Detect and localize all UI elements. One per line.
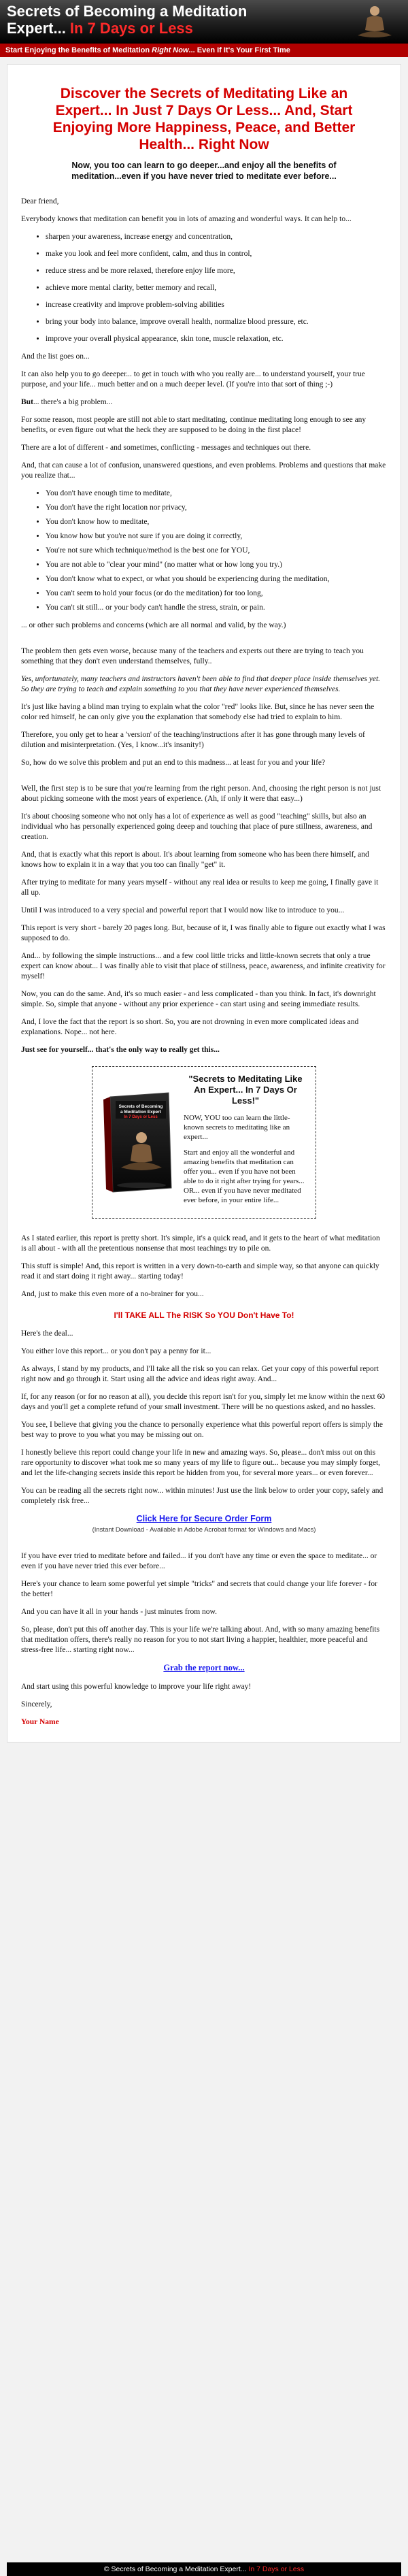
body-paragraph: This report is very short - barely 20 pages long. But, because of it, I was finally able to figure out exactly what I was supposed to do. [21, 924, 386, 942]
body-paragraph: Yes, unfortunately, many teachers and instructors haven't been able to find that deeper place inside themselves yet. So they are trying to teach and explain something to you that they have never experienced themselves. [21, 675, 381, 693]
grab-report-link[interactable]: Grab the report now... [163, 1663, 245, 1672]
svg-text:In 7 Days or Less: In 7 Days or Less [124, 1115, 158, 1119]
intro-paragraph: Everybody knows that meditation can benefit you in lots of amazing and wonderful ways. It can help to... [21, 215, 352, 223]
promo-paragraph: Start and enjoy all the wonderful and amazing benefits that meditation can offer you... even if you have not been able to do it right after trying for years... OR... even if you have never meditated ever before, in your entire life... [184, 1149, 305, 1204]
greeting: Dear friend, [21, 197, 59, 205]
other-problems: ... or other such problems and concerns (which are all normal and valid, by the way.) [21, 621, 286, 629]
body-paragraph: So, how do we solve this problem and put an end to this madness... at least for you and your life? [21, 759, 326, 767]
header-title-accent: In 7 Days or Less [69, 20, 193, 37]
body-paragraph: And, just to make this even more of a no-brainer for you... [21, 1290, 204, 1298]
closing-paragraph: And you can have it all in your hands - just minutes from now. [21, 1608, 217, 1616]
guarantee-paragraph: If, for any reason (or for no reason at all), you decide this report isn't for you, simply let me know within the next 60 days and you'll get a complete refund of your small investment. There will be no questions asked, and no hassles. [21, 1393, 386, 1411]
header-title-line1: Secrets of Becoming a Meditation [7, 3, 248, 20]
guarantee-paragraph: Here's the deal... [21, 1330, 73, 1338]
order-section [21, 1514, 387, 1535]
body-paragraph: Until I was introduced to a very special and powerful report that I would now like to introduce to you... [21, 906, 345, 914]
list-item: • achieve more mental clarity, better memory and recall, [46, 283, 387, 293]
problem-rest: ... there's a big problem... [33, 398, 113, 406]
closing-paragraph: If you have ever tried to meditate before and failed... if you don't have any time or even the space to meditate... or even if you have never tried this ever before... [21, 1552, 377, 1570]
secure-order-link[interactable]: Click Here for Secure Order Form [136, 1514, 272, 1523]
promo-heading: "Secrets to Meditating Like An Expert... In 7 Days Or Less!" [188, 1074, 303, 1106]
svg-text:Secrets of Becoming: Secrets of Becoming [118, 1104, 163, 1109]
tagline-emphasis: Right Now [152, 46, 189, 54]
guarantee-heading: I'll TAKE ALL The RISK So YOU Don't Have To! [114, 1310, 294, 1320]
list-item: • You don't have enough time to meditate, [46, 489, 387, 499]
list-item: • increase creativity and improve problem-solving abilities [46, 300, 387, 310]
guarantee-paragraph: I honestly believe this report could change your life in new and amazing ways. So, please... don't miss out on this rare opportunity to discover what took me so many years of my life to figure out... because you may simply forget, and let the life-changing secrets inside this report be hidden from you, for several more years... or even forever... [21, 1449, 381, 1477]
guarantee-paragraph: As always, I stand by my products, and I'll take all the risk so you can relax. Get your copy of this powerful report right now and go through it. Start using all the advice and ideas right away. And... [21, 1365, 379, 1383]
list-item: • You don't know what to expect, or what you should be experiencing during the meditation, [46, 574, 387, 584]
tagline-text-end: ... Even If It's Your First Time [188, 46, 290, 54]
grab-section [21, 1663, 387, 1674]
closing-paragraph: So, please, don't put this off another day. This is your life we're talking about. And, with so many amazing benefits that meditation offers, there's really no reason for you to not start living a happier, healthier, more peaceful and stress-free life... starting right now... [21, 1625, 380, 1654]
list-item: • You're not sure which technique/method is the best one for YOU, [46, 546, 387, 556]
body-paragraph: It's about choosing someone who not only has a lot of experience as well as good "teaching" skills, but also an individual who has personally experienced going deeep and touching that place of pure stillness, awareness, and creation. [21, 812, 373, 841]
svg-text:a Meditation Expert: a Meditation Expert [120, 1110, 161, 1114]
author-name: Your Name [21, 1718, 59, 1726]
list-item: • bring your body into balance, improve overall health, normalize blood pressure, etc. [46, 317, 387, 327]
list-continues: And the list goes on... [21, 352, 90, 361]
body-paragraph: As I stated earlier, this report is pretty short. It's simple, it's a quick read, and it gets to the heart of what meditation is all about - with all the pretentious nonsense that most teachings try to pile on. [21, 1234, 380, 1253]
ebook-cover-image [101, 1074, 175, 1211]
body-paragraph: After trying to meditate for many years myself - without any real idea or results to keep me going, I finally gave it all up. [21, 878, 379, 897]
problem-lead: But [21, 398, 33, 406]
body-paragraph: It's just like having a blind man trying to explain what the color "red" looks like. But, since he has never seen the color red himself, he can only give you the explanation that somebody else had tried to explain to him. [21, 703, 375, 721]
list-item: • You can't sit still... or your body can't handle the stress, strain, or pain. [46, 603, 387, 613]
site-footer [7, 2562, 401, 2576]
body-paragraph: Just see for yourself... that's the only way to really get this... [21, 1046, 220, 1054]
benefits-list [21, 232, 387, 344]
main-headline: Discover the Secrets of Meditating Like an Expert... In Just 7 Days Or Less... And, Start Enjoying More Happiness, Peace, and Better Health... Right Now [52, 86, 356, 152]
product-promo-box [92, 1066, 316, 1219]
body-paragraph: Now, you can do the same. And, it's so much easier - and less complicated - than you think. In fact, it's downright simple. So, simple that anyone - without any prior experience - can start using and seeing immediate results. [21, 990, 376, 1008]
sales-letter [7, 64, 401, 1743]
header-title-line2 [7, 20, 401, 37]
problem-paragraph: There are a lot of different - and sometimes, conflicting - messages and techniques out there. [21, 444, 311, 452]
list-item: • improve your overall physical appearance, skin tone, muscle relaxation, etc. [46, 334, 387, 344]
guarantee-paragraph: You can be reading all the secrets right now... within minutes! Just use the link below to order your copy, safely and completely risk free... [21, 1487, 384, 1505]
tagline-text: Start Enjoying the Benefits of Meditation [5, 46, 152, 54]
body-paragraph: And... by following the simple instructions... and a few cool little tricks and little-known secrets that only a true expert can know about... I was finally able to visit that place of stillness, peace, awareness, and infinite creativity for myself! [21, 952, 386, 980]
meditating-figure-icon [351, 3, 398, 41]
deeper-paragraph: It can also help you to go deeeper... to get in touch with who you really are... to understand yourself, your true purpose, and your life... much better and on a much deeper level. (If you're into that sort of thing ;-) [21, 370, 365, 389]
signoff: Sincerely, [21, 1700, 52, 1708]
body-paragraph: And, I love the fact that the report is so short. So, you are not drowning in even more complicated ideas and explanations. Nope... not here. [21, 1018, 359, 1036]
tagline-bar [0, 44, 408, 57]
promo-paragraph: NOW, YOU too can learn the little-known secrets to meditating like an expert... [184, 1114, 290, 1141]
list-item: • You don't know how to meditate, [46, 517, 387, 527]
guarantee-paragraph: You either love this report... or you don't pay a penny for it... [21, 1347, 211, 1355]
footer-text: © Secrets of Becoming a Meditation Expert... [103, 2565, 249, 2573]
site-header [0, 0, 408, 44]
promo-text [184, 1074, 307, 1211]
problem-intro [21, 397, 387, 408]
list-item: • reduce stress and be more relaxed, therefore enjoy life more, [46, 266, 387, 276]
list-item: • You are not able to "clear your mind" (no matter what or how long you try.) [46, 560, 387, 570]
list-item: • You don't have the right location nor privacy, [46, 503, 387, 513]
body-paragraph: Well, the first step is to be sure that you're learning from the right person. And, choosing the right person is not just about picking someone with the most years of experience. (Ah, if only it were that easy...) [21, 785, 381, 803]
sub-headline: Now, you too can learn to go deeper...and enjoy all the benefits of meditation...even if you have never tried to meditate ever before... [71, 161, 337, 181]
body-paragraph: The problem then gets even worse, because many of the teachers and experts out there are trying to teach you something that they don't even understand themselves, fully.. [21, 647, 364, 665]
problem-paragraph: And, that can cause a lot of confusion, unanswered questions, and even problems. Problems and questions that make you realize that... [21, 461, 386, 480]
problems-list [21, 489, 387, 613]
closing-paragraph: Here's your chance to learn some powerful yet simple "tricks" and secrets that could change your life forever - for the better! [21, 1580, 377, 1598]
guarantee-paragraph: You see, I believe that giving you the chance to personally experience what this powerful report offers is simply the best way to prove to you what you may be missing out on. [21, 1421, 383, 1439]
list-item: • sharpen your awareness, increase energy and concentration, [46, 232, 387, 242]
download-note: (Instant Download - Available in Adobe Acrobat format for Windows and Macs) [92, 1526, 316, 1534]
list-item: • You can't seem to hold your focus (or do the meditation) for too long, [46, 589, 387, 599]
footer-accent: In 7 Days or Less [248, 2565, 305, 2573]
header-title-expert: Expert... [7, 20, 70, 37]
list-item: • You know how but you're not sure if you are doing it correctly, [46, 531, 387, 542]
list-item: • make you look and feel more confident, calm, and thus in control, [46, 249, 387, 259]
body-paragraph: This stuff is simple! And, this report is written in a very down-to-earth and simple way, so that anyone can quickly read it and start doing it right away... starting today! [21, 1262, 379, 1281]
body-paragraph: Therefore, you only get to hear a 'version' of the teaching/instructions after it has gone through many levels of dilution and misinterpretation. (Yes, I know...it's insanity!) [21, 731, 365, 749]
body-paragraph: And, that is exactly what this report is about. It's about learning from someone who has been there himself, and knows how to explain it in a way that you too can finally "get" it. [21, 851, 369, 869]
final-paragraph: And start using this powerful knowledge to improve your life right away! [21, 1683, 252, 1691]
problem-paragraph: For some reason, most people are still not able to start meditating, continue meditating long enough to see any benefits, or even figure out what the heck they are supposed to be doing in the first place! [21, 416, 367, 434]
